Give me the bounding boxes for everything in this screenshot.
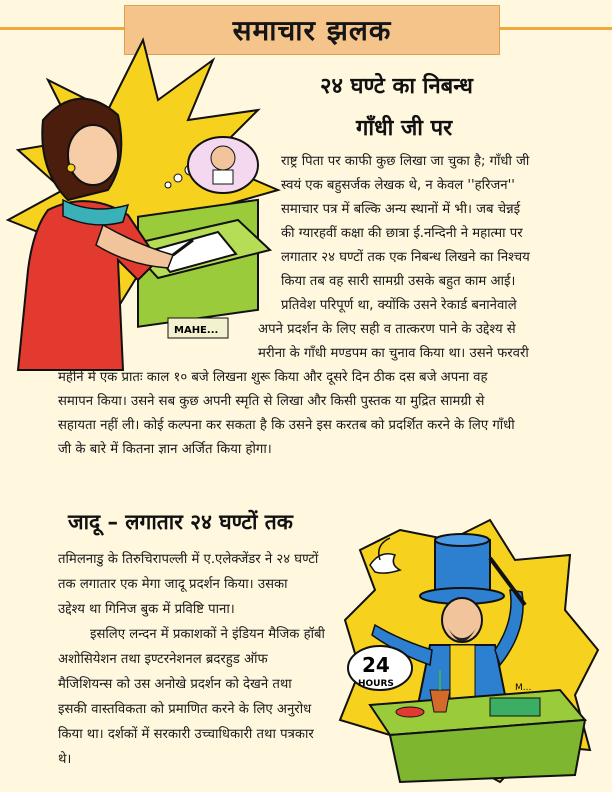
story1-line: प्रतिवेश परिपूर्ण था, क्योंकि उसने रेकार्ड बनानेवाले — [281, 298, 517, 313]
gandhi-head-icon — [211, 146, 235, 170]
pot-prop — [430, 690, 450, 712]
story1-line: स्वयं एक बहुसर्जक लेखक थे, न केवल ''हरिजन'' — [281, 178, 515, 193]
box-prop — [490, 698, 540, 716]
story2-line: अशोसियेशन तथा इण्टरनेशनल ब्रदरहुड ऑफ — [58, 652, 268, 667]
vest — [450, 645, 475, 700]
bowl-prop — [396, 707, 424, 717]
story1-line: की ग्यारहवीं कक्षा की छात्रा ई.नन्दिनी ने महात्मा पर — [281, 226, 523, 241]
desk-label: MAHE... — [174, 325, 219, 336]
story1-line: सहायता नहीं ली। कोई कल्पना कर सकता है कि उसने इस करतब को प्रदर्शित करने के लिए गाँधी — [58, 418, 515, 433]
story2-line: किया था। दर्शकों में सरकारी उच्चाधिकारी तथा पत्रकार — [58, 727, 314, 742]
page-title: समाचार झलक — [232, 14, 392, 47]
story2-line: तमिलनाडु के तिरुचिरापल्ली में ए.एलेक्जेंडर ने २४ घण्टों — [58, 552, 319, 567]
girl-writing-illustration — [8, 40, 278, 370]
story2-line: उद्देश्य था गिनिज बुक में प्रविष्टि पाना। — [58, 602, 235, 617]
story1-title-line2: गाँधी जी पर — [356, 116, 453, 141]
story2-line: इसकी वास्तविकता को प्रमाणित करने के लिए अनुरोध — [58, 702, 312, 717]
box-label: M... — [515, 683, 532, 693]
story2-line: तक लगातार एक मेगा जादू प्रदर्शन किया। उसका — [58, 577, 288, 592]
story1-title-line1: २४ घण्टे का निबन्ध — [320, 74, 473, 99]
magician-illustration — [340, 520, 600, 782]
story1-line: समाचार पत्र में बल्कि अन्य स्थानों में भी। जब चेन्नई — [281, 202, 521, 217]
story1-line: समापन किया। उसने सब कुछ अपनी स्मृति से लिखा और किसी पुस्तक या मुद्रित सामग्री से — [58, 394, 485, 409]
story2-line: इसलिए लन्दन में प्रकाशकों ने इंडियन मैजिक हॉबी — [90, 627, 325, 642]
story1-line: मरीना के गाँधी मण्डपम का चुनाव किया था। उसने फरवरी — [258, 346, 529, 361]
story2-title: जादू – लगातार २४ घण्टों तक — [68, 510, 293, 534]
story1-line: अपने प्रदर्शन के लिए सही व तात्करण पाने के उद्देश्य से — [258, 322, 516, 337]
magician-face — [442, 598, 482, 642]
top-hat — [435, 540, 490, 595]
story1-line: किया तब वह सारी सामग्री उसके बहुत काम आई। — [281, 274, 516, 289]
sign-word: HOURS — [358, 679, 394, 689]
earring — [67, 164, 75, 172]
story1-line: महीने में एक प्रातः काल १० बजे लिखना शुरू किया और दूसरे दिन ठीक दस बजे अपना वह — [58, 370, 488, 385]
girl-face — [68, 125, 118, 185]
sign-number: 24 — [362, 653, 390, 677]
story2-line: थे। — [58, 752, 72, 767]
story2-line: मैजिशियन्स को उस अनोखे प्रदर्शन को देखने तथा — [58, 677, 292, 692]
story1-line: लगातार २४ घण्टों तक एक निबन्ध लिखने का निश्चय — [281, 250, 530, 265]
story1-line: राष्ट्र पिता पर काफी कुछ लिखा जा चुका है; गाँधी जी — [281, 154, 530, 169]
story1-line: जी के बारे में कितना ज्ञान अर्जित किया होगा। — [58, 442, 272, 457]
